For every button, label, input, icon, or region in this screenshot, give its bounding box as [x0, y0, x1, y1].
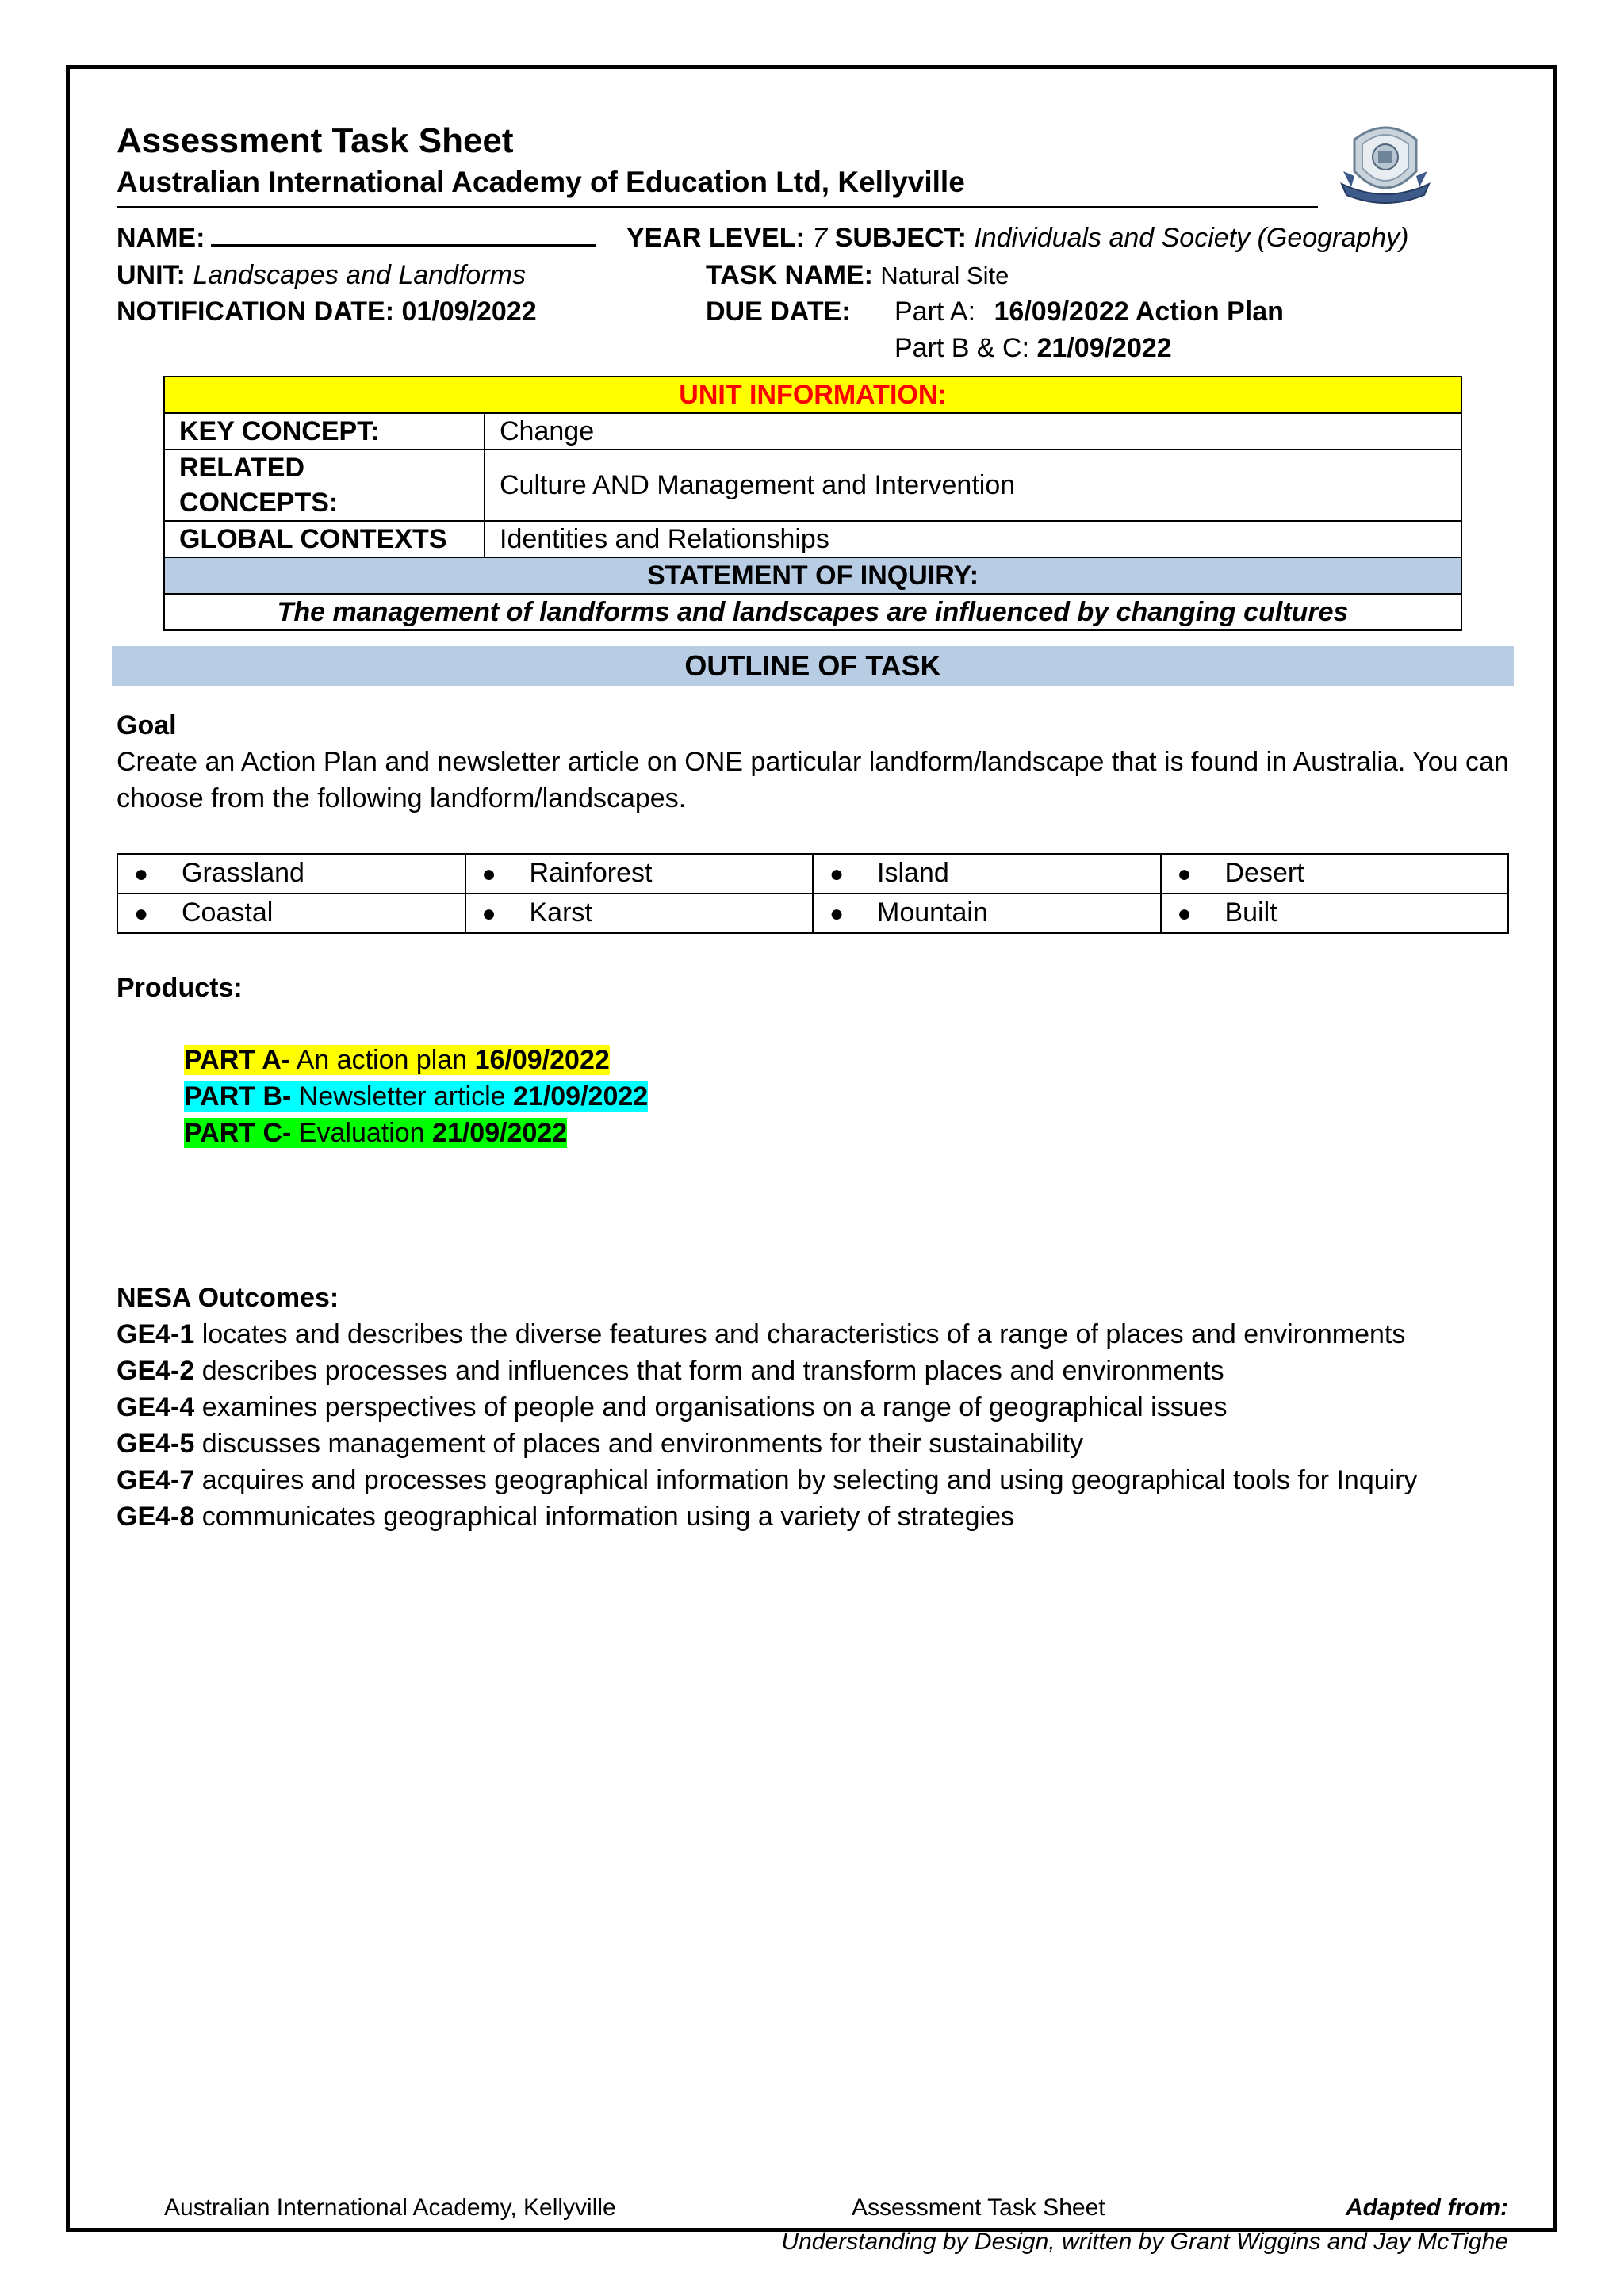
- task-name-field: [706, 257, 1009, 294]
- page-title: Assessment Task Sheet: [117, 121, 514, 160]
- outcome-text: examines perspectives of people and organisations on a range of geographical issues: [194, 1392, 1228, 1422]
- outcome-text: acquires and processes geographical information by selecting and using geographical tools for Inquiry: [194, 1465, 1418, 1495]
- year-level-label: YEAR LEVEL:: [626, 223, 805, 253]
- landform-option: [117, 894, 465, 933]
- product-part-a: [184, 1042, 610, 1078]
- product-part-b-text: Newsletter article: [291, 1081, 513, 1112]
- product-part-b: [184, 1078, 648, 1115]
- landform-option: [1161, 894, 1509, 933]
- bullet-icon: ●: [829, 861, 845, 887]
- list-item: [117, 1498, 1014, 1535]
- landform-label: Karst: [529, 897, 592, 928]
- landform-label: Coastal: [182, 897, 274, 928]
- outcome-code: GE4-2: [117, 1356, 195, 1386]
- product-part-a-label: PART A-: [184, 1045, 291, 1075]
- products-heading: Products:: [117, 973, 243, 1003]
- year-level-value: 7: [812, 223, 828, 253]
- name-label: NAME:: [117, 223, 205, 253]
- landform-option: [465, 854, 814, 894]
- outcome-text: describes processes and influences that form and transform places and environments: [194, 1356, 1224, 1386]
- global-contexts-label: GLOBAL CONTEXTS: [164, 521, 485, 557]
- product-part-c-date: 21/09/2022: [432, 1118, 568, 1148]
- landform-label: Mountain: [877, 897, 988, 928]
- table-row: [164, 521, 1461, 557]
- due-part-bc-value: 21/09/2022: [1036, 333, 1172, 363]
- bullet-icon: ●: [481, 861, 496, 887]
- landform-option: [813, 854, 1161, 894]
- subject-value: Individuals and Society (Geography): [974, 223, 1409, 253]
- global-contexts-value: Identities and Relationships: [485, 521, 1461, 557]
- due-part-a: [894, 293, 1284, 330]
- bullet-icon: ●: [1177, 861, 1192, 887]
- footer-credit: Understanding by Design, written by Grant Wiggins and Jay McTighe: [781, 2229, 1508, 2255]
- goal-heading: Goal: [117, 710, 177, 740]
- statement-of-inquiry-heading: STATEMENT OF INQUIRY:: [164, 557, 1461, 594]
- footer-school: Australian International Academy, Kellyville: [164, 2195, 616, 2221]
- name-field[interactable]: [117, 220, 596, 256]
- due-part-a-label: Part A:: [894, 297, 976, 327]
- outcome-code: GE4-1: [117, 1319, 195, 1349]
- due-date-label: DUE DATE:: [706, 297, 851, 327]
- related-concepts-value: Culture AND Management and Intervention: [485, 450, 1461, 521]
- product-part-a-date: 16/09/2022: [474, 1045, 610, 1075]
- list-item: [117, 1389, 1228, 1425]
- landform-label: Grassland: [182, 858, 304, 888]
- footer-title: Assessment Task Sheet: [852, 2195, 1105, 2221]
- key-concept-label: KEY CONCEPT:: [164, 413, 485, 450]
- outcome-code: GE4-5: [117, 1429, 195, 1459]
- unit-field: [117, 257, 526, 293]
- landform-label: Island: [877, 858, 949, 888]
- outcome-code: GE4-7: [117, 1465, 195, 1495]
- due-part-a-value: 16/09/2022 Action Plan: [994, 297, 1284, 327]
- bullet-icon: ●: [481, 901, 496, 927]
- landform-options-table: [117, 853, 1509, 934]
- outcome-code: GE4-4: [117, 1392, 195, 1422]
- landform-label: Built: [1224, 897, 1277, 928]
- title-divider: [117, 206, 1318, 208]
- bullet-icon: ●: [134, 861, 149, 887]
- name-blank-line[interactable]: [211, 220, 596, 247]
- landform-label: Rainforest: [529, 858, 653, 888]
- statement-of-inquiry-text: The management of landforms and landscapes are influenced by changing cultures: [164, 594, 1461, 630]
- landform-label: Desert: [1224, 858, 1304, 888]
- landform-option: [813, 894, 1161, 933]
- bullet-icon: ●: [829, 901, 845, 927]
- table-row: [117, 894, 1508, 933]
- product-part-b-date: 21/09/2022: [513, 1081, 649, 1112]
- school-name: Australian International Academy of Education Ltd, Kellyville: [117, 166, 965, 198]
- notification-date-label: NOTIFICATION DATE:: [117, 297, 395, 327]
- unit-information-heading: UNIT INFORMATION:: [164, 377, 1461, 413]
- notification-date-field: [117, 293, 537, 330]
- outcome-text: discusses management of places and environments for their sustainability: [194, 1429, 1083, 1459]
- goal-text: Create an Action Plan and newsletter article on ONE particular landform/landscape that is found in Australia. You can choose from the following landform/landscapes.: [117, 747, 1509, 813]
- due-part-bc: [894, 330, 1172, 366]
- due-part-bc-label: Part B & C:: [894, 333, 1030, 363]
- outcome-text: communicates geographical information using a variety of strategies: [194, 1502, 1015, 1532]
- related-concepts-label: RELATED CONCEPTS:: [164, 450, 485, 521]
- product-part-b-label: PART B-: [184, 1081, 292, 1112]
- subject-label: SUBJECT:: [834, 223, 967, 253]
- year-subject-field: [626, 220, 1408, 256]
- task-name-value: Natural Site: [880, 262, 1009, 289]
- table-row: [117, 854, 1508, 894]
- landform-option: [1161, 854, 1509, 894]
- list-item: [117, 1316, 1405, 1353]
- outcome-code: GE4-8: [117, 1502, 195, 1532]
- product-part-c: [184, 1115, 567, 1151]
- notification-date-value: 01/09/2022: [401, 297, 537, 327]
- landform-option: [117, 854, 465, 894]
- table-row: [164, 413, 1461, 450]
- product-part-a-text: An action plan: [290, 1045, 475, 1075]
- outcome-text: locates and describes the diverse features and characteristics of a range of places and environments: [194, 1319, 1406, 1349]
- footer-adapted-label: Adapted from:: [1346, 2195, 1508, 2221]
- unit-label: UNIT:: [117, 260, 186, 290]
- bullet-icon: ●: [1177, 901, 1192, 927]
- landform-option: [465, 894, 814, 933]
- task-name-label: TASK NAME:: [706, 260, 873, 290]
- table-row: [164, 450, 1461, 521]
- school-crest-icon: [1339, 116, 1432, 211]
- list-item: [117, 1462, 1418, 1498]
- nesa-outcomes-heading: NESA Outcomes:: [117, 1283, 339, 1313]
- bullet-icon: ●: [134, 901, 149, 927]
- product-part-c-text: Evaluation: [291, 1118, 433, 1148]
- outline-of-task-heading: OUTLINE OF TASK: [112, 646, 1514, 686]
- list-item: [117, 1425, 1083, 1462]
- key-concept-value: Change: [485, 413, 1461, 450]
- unit-information-table: [163, 376, 1462, 631]
- list-item: [117, 1353, 1224, 1389]
- product-part-c-label: PART C-: [184, 1118, 292, 1148]
- unit-value: Landscapes and Landforms: [193, 260, 526, 290]
